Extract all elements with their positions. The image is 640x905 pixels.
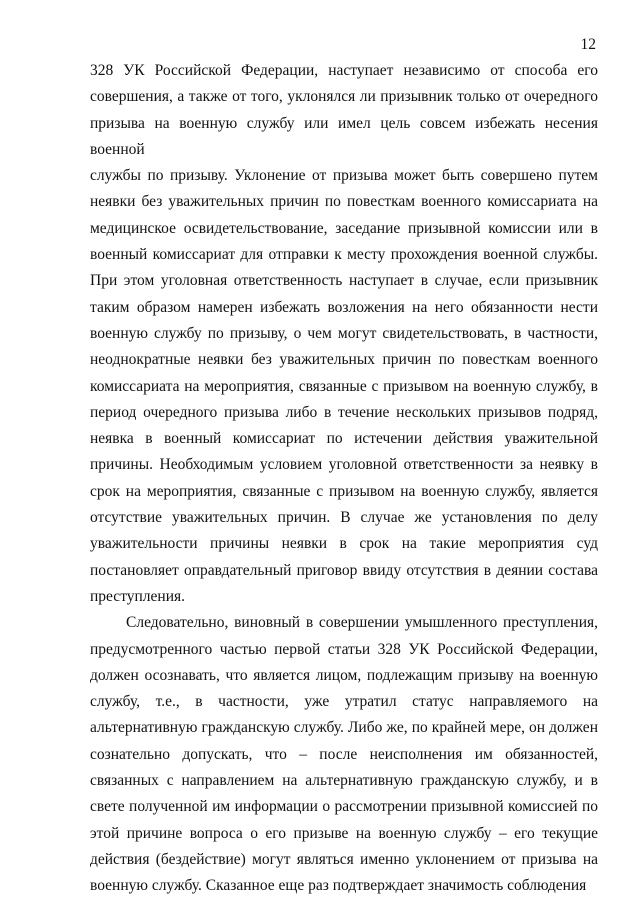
paragraph (90, 610, 598, 899)
text-line: Следовательно, виновный в совершении умышленного преступления, (126, 614, 598, 632)
page-number: 12 (580, 36, 596, 53)
text-line: военную службу. Сказанное еще раз подтверждает значимость соблюдения (90, 877, 587, 895)
text-line: период очередного призыва либо в течение нескольких призывов подряд, (90, 403, 598, 421)
text-line: действия (бездействие) могут являться именно уклонением от призыва на (90, 850, 598, 868)
text-line: При этом уголовная ответственность наступает в случае, если призывник (90, 272, 598, 290)
text-line: медицинское освидетельствование, заседание призывной комиссии или в (90, 219, 598, 237)
text-line: военную службу по призыву, о чем могут свидетельствовать, в частности, (90, 324, 598, 342)
text-line: отсутствие уважительных причин. В случае же установления по делу (90, 509, 598, 527)
text-line: причины. Необходимым условием уголовной ответственности за неявку в (90, 456, 598, 474)
text-line: связанных с направлением на альтернативную гражданскую службу, и в (90, 772, 598, 790)
text-line: срок на мероприятия, связанные с призывом на военную службу, является (90, 482, 598, 500)
text-line: неявка в военный комиссариат по истечении действия уважительной (90, 430, 598, 448)
text-line: неявки без уважительных причин по повесткам военного комиссариата на (90, 193, 598, 211)
text-line: неоднократные неявки без уважительных причин по повесткам военного (90, 351, 598, 369)
text-line: службу, т.е., в частности, уже утратил статус направляемого на (90, 693, 598, 711)
text-line: уважительности причины неявки в срок на такие мероприятия суд (90, 535, 598, 553)
text-line: преступления. (90, 587, 186, 605)
paragraph (90, 58, 598, 610)
text-line: таким образом намерен избежать возложения на него обязанности нести (90, 298, 598, 316)
text-line: должен осознавать, что является лицом, подлежащим призыву на военную (90, 666, 598, 684)
text-line: альтернативную гражданскую службу. Либо же, по крайней мере, он должен (90, 719, 598, 737)
text-line: призыва на военную службу или имел цель совсем избежать несения военной (90, 114, 598, 158)
text-line: военный комиссариат для отправки к месту прохождения военной службы. (90, 246, 598, 264)
text-line: сознательно допускать, что – после неисполнения им обязанностей, (90, 745, 598, 763)
page-body (90, 58, 598, 900)
text-line: свете полученной им информации о рассмотрении призывной комиссией по (90, 798, 598, 816)
text-line: 328 УК Российской Федерации, наступает независимо от способа его (90, 62, 598, 79)
text-line: комиссариата на мероприятия, связанные с призывом на военную службу, в (90, 377, 598, 395)
text-line: этой причине вопроса о его призыве на военную службу – его текущие (90, 824, 598, 842)
text-line: службы по призыву. Уклонение от призыва может быть совершено путем (90, 167, 598, 185)
text-line: предусмотренного частью первой статьи 328 УК Российской Федерации, (90, 640, 598, 658)
text-line: совершения, а также от того, уклонялся ли призывник только от очередного (90, 88, 598, 106)
text-line: постановляет оправдательный приговор ввиду отсутствия в деянии состава (90, 561, 598, 579)
